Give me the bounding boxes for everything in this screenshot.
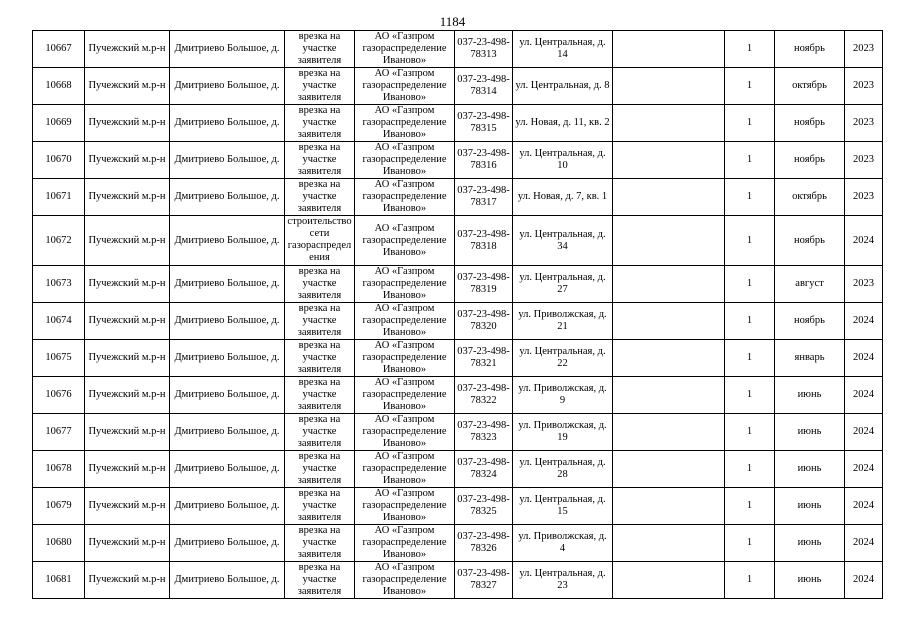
cell-year: 2023	[845, 68, 883, 105]
cell-empty	[613, 414, 725, 451]
cell-district: Пучежский м.р-н	[85, 562, 170, 599]
cell-organization: АО «Газпром газораспределение Иваново»	[355, 31, 455, 68]
cell-work-type: врезка на участке заявителя	[285, 179, 355, 216]
cell-address: ул. Центральная, д. 23	[513, 562, 613, 599]
cell-number: 10672	[33, 216, 85, 266]
page-number: 1184	[439, 14, 466, 29]
cell-number: 10668	[33, 68, 85, 105]
cell-code: 037-23-498-78326	[455, 525, 513, 562]
cell-district: Пучежский м.р-н	[85, 142, 170, 179]
cell-organization: АО «Газпром газораспределение Иваново»	[355, 68, 455, 105]
cell-count: 1	[725, 525, 775, 562]
cell-number: 10677	[33, 414, 85, 451]
cell-work-type: строительство сети газораспределения	[285, 216, 355, 266]
cell-year: 2024	[845, 216, 883, 266]
table-row	[33, 340, 883, 377]
cell-empty	[613, 562, 725, 599]
cell-empty	[613, 142, 725, 179]
table-row	[33, 488, 883, 525]
cell-organization: АО «Газпром газораспределение Иваново»	[355, 266, 455, 303]
cell-organization: АО «Газпром газораспределение Иваново»	[355, 451, 455, 488]
cell-count: 1	[725, 105, 775, 142]
cell-empty	[613, 451, 725, 488]
cell-locality: Дмитриево Большое, д.	[170, 179, 285, 216]
cell-empty	[613, 266, 725, 303]
cell-locality: Дмитриево Большое, д.	[170, 105, 285, 142]
table-row	[33, 451, 883, 488]
cell-address: ул. Центральная, д. 22	[513, 340, 613, 377]
cell-district: Пучежский м.р-н	[85, 525, 170, 562]
cell-address: ул. Центральная, д. 15	[513, 488, 613, 525]
cell-number: 10680	[33, 525, 85, 562]
table-row	[33, 303, 883, 340]
cell-work-type: врезка на участке заявителя	[285, 105, 355, 142]
cell-organization: АО «Газпром газораспределение Иваново»	[355, 525, 455, 562]
registry-body	[33, 31, 883, 599]
cell-district: Пучежский м.р-н	[85, 31, 170, 68]
cell-number: 10679	[33, 488, 85, 525]
cell-year: 2023	[845, 142, 883, 179]
cell-organization: АО «Газпром газораспределение Иваново»	[355, 488, 455, 525]
cell-number: 10674	[33, 303, 85, 340]
cell-address: ул. Центральная, д. 14	[513, 31, 613, 68]
cell-year: 2023	[845, 266, 883, 303]
cell-empty	[613, 68, 725, 105]
cell-year: 2024	[845, 414, 883, 451]
cell-year: 2023	[845, 31, 883, 68]
cell-code: 037-23-498-78322	[455, 377, 513, 414]
cell-year: 2024	[845, 525, 883, 562]
cell-month: ноябрь	[775, 303, 845, 340]
cell-locality: Дмитриево Большое, д.	[170, 216, 285, 266]
cell-organization: АО «Газпром газораспределение Иваново»	[355, 142, 455, 179]
table-row	[33, 31, 883, 68]
cell-empty	[613, 525, 725, 562]
cell-code: 037-23-498-78317	[455, 179, 513, 216]
cell-year: 2023	[845, 179, 883, 216]
cell-empty	[613, 105, 725, 142]
cell-address: ул. Приволжская, д. 21	[513, 303, 613, 340]
table-row	[33, 68, 883, 105]
cell-work-type: врезка на участке заявителя	[285, 68, 355, 105]
cell-district: Пучежский м.р-н	[85, 377, 170, 414]
cell-address: ул. Центральная, д. 28	[513, 451, 613, 488]
cell-empty	[613, 488, 725, 525]
cell-code: 037-23-498-78316	[455, 142, 513, 179]
cell-organization: АО «Газпром газораспределение Иваново»	[355, 105, 455, 142]
cell-empty	[613, 216, 725, 266]
cell-work-type: врезка на участке заявителя	[285, 31, 355, 68]
cell-locality: Дмитриево Большое, д.	[170, 525, 285, 562]
cell-number: 10670	[33, 142, 85, 179]
cell-count: 1	[725, 414, 775, 451]
cell-empty	[613, 179, 725, 216]
cell-code: 037-23-498-78315	[455, 105, 513, 142]
cell-month: июнь	[775, 525, 845, 562]
cell-count: 1	[725, 451, 775, 488]
cell-count: 1	[725, 303, 775, 340]
cell-locality: Дмитриево Большое, д.	[170, 414, 285, 451]
cell-year: 2024	[845, 451, 883, 488]
cell-locality: Дмитриево Большое, д.	[170, 340, 285, 377]
cell-work-type: врезка на участке заявителя	[285, 451, 355, 488]
table-row	[33, 377, 883, 414]
cell-organization: АО «Газпром газораспределение Иваново»	[355, 414, 455, 451]
cell-month: январь	[775, 340, 845, 377]
cell-work-type: врезка на участке заявителя	[285, 414, 355, 451]
cell-year: 2024	[845, 488, 883, 525]
table-row	[33, 414, 883, 451]
cell-month: июнь	[775, 488, 845, 525]
cell-code: 037-23-498-78314	[455, 68, 513, 105]
cell-locality: Дмитриево Большое, д.	[170, 377, 285, 414]
cell-work-type: врезка на участке заявителя	[285, 488, 355, 525]
cell-work-type: врезка на участке заявителя	[285, 266, 355, 303]
table-row	[33, 266, 883, 303]
cell-count: 1	[725, 488, 775, 525]
cell-number: 10675	[33, 340, 85, 377]
cell-count: 1	[725, 266, 775, 303]
cell-work-type: врезка на участке заявителя	[285, 525, 355, 562]
cell-locality: Дмитриево Большое, д.	[170, 68, 285, 105]
cell-work-type: врезка на участке заявителя	[285, 142, 355, 179]
cell-address: ул. Центральная, д. 8	[513, 68, 613, 105]
cell-work-type: врезка на участке заявителя	[285, 340, 355, 377]
cell-organization: АО «Газпром газораспределение Иваново»	[355, 179, 455, 216]
cell-address: ул. Центральная, д. 10	[513, 142, 613, 179]
cell-count: 1	[725, 68, 775, 105]
cell-address: ул. Новая, д. 7, кв. 1	[513, 179, 613, 216]
cell-month: июнь	[775, 451, 845, 488]
cell-empty	[613, 31, 725, 68]
cell-organization: АО «Газпром газораспределение Иваново»	[355, 377, 455, 414]
cell-code: 037-23-498-78321	[455, 340, 513, 377]
cell-address: ул. Приволжская, д. 4	[513, 525, 613, 562]
cell-work-type: врезка на участке заявителя	[285, 377, 355, 414]
cell-year: 2023	[845, 105, 883, 142]
cell-count: 1	[725, 179, 775, 216]
cell-organization: АО «Газпром газораспределение Иваново»	[355, 216, 455, 266]
cell-district: Пучежский м.р-н	[85, 216, 170, 266]
cell-code: 037-23-498-78325	[455, 488, 513, 525]
table-row	[33, 179, 883, 216]
cell-code: 037-23-498-78324	[455, 451, 513, 488]
cell-code: 037-23-498-78327	[455, 562, 513, 599]
cell-organization: АО «Газпром газораспределение Иваново»	[355, 562, 455, 599]
cell-year: 2024	[845, 303, 883, 340]
cell-district: Пучежский м.р-н	[85, 68, 170, 105]
cell-empty	[613, 340, 725, 377]
cell-count: 1	[725, 340, 775, 377]
table-row	[33, 216, 883, 266]
cell-number: 10678	[33, 451, 85, 488]
cell-number: 10669	[33, 105, 85, 142]
cell-code: 037-23-498-78320	[455, 303, 513, 340]
cell-empty	[613, 377, 725, 414]
cell-locality: Дмитриево Большое, д.	[170, 451, 285, 488]
cell-district: Пучежский м.р-н	[85, 303, 170, 340]
registry-table	[32, 30, 883, 599]
cell-address: ул. Центральная, д. 34	[513, 216, 613, 266]
cell-month: июнь	[775, 414, 845, 451]
cell-address: ул. Центральная, д. 27	[513, 266, 613, 303]
cell-month: октябрь	[775, 68, 845, 105]
cell-code: 037-23-498-78319	[455, 266, 513, 303]
cell-organization: АО «Газпром газораспределение Иваново»	[355, 303, 455, 340]
table-row	[33, 562, 883, 599]
cell-district: Пучежский м.р-н	[85, 179, 170, 216]
table-row	[33, 525, 883, 562]
cell-district: Пучежский м.р-н	[85, 340, 170, 377]
cell-count: 1	[725, 377, 775, 414]
cell-address: ул. Приволжская, д. 9	[513, 377, 613, 414]
cell-count: 1	[725, 31, 775, 68]
cell-count: 1	[725, 142, 775, 179]
cell-number: 10667	[33, 31, 85, 68]
cell-code: 037-23-498-78313	[455, 31, 513, 68]
cell-code: 037-23-498-78318	[455, 216, 513, 266]
cell-year: 2024	[845, 562, 883, 599]
cell-organization: АО «Газпром газораспределение Иваново»	[355, 340, 455, 377]
cell-address: ул. Новая, д. 11, кв. 2	[513, 105, 613, 142]
cell-locality: Дмитриево Большое, д.	[170, 31, 285, 68]
cell-locality: Дмитриево Большое, д.	[170, 142, 285, 179]
cell-district: Пучежский м.р-н	[85, 266, 170, 303]
cell-empty	[613, 303, 725, 340]
cell-count: 1	[725, 562, 775, 599]
table-row	[33, 105, 883, 142]
cell-district: Пучежский м.р-н	[85, 488, 170, 525]
cell-month: ноябрь	[775, 31, 845, 68]
cell-number: 10681	[33, 562, 85, 599]
cell-number: 10673	[33, 266, 85, 303]
cell-month: октябрь	[775, 179, 845, 216]
cell-number: 10676	[33, 377, 85, 414]
cell-district: Пучежский м.р-н	[85, 105, 170, 142]
cell-month: август	[775, 266, 845, 303]
cell-month: ноябрь	[775, 105, 845, 142]
cell-count: 1	[725, 216, 775, 266]
cell-locality: Дмитриево Большое, д.	[170, 303, 285, 340]
cell-month: ноябрь	[775, 142, 845, 179]
cell-work-type: врезка на участке заявителя	[285, 303, 355, 340]
cell-month: ноябрь	[775, 216, 845, 266]
cell-month: июнь	[775, 562, 845, 599]
cell-address: ул. Приволжская, д. 19	[513, 414, 613, 451]
cell-number: 10671	[33, 179, 85, 216]
cell-year: 2024	[845, 377, 883, 414]
cell-district: Пучежский м.р-н	[85, 414, 170, 451]
cell-work-type: врезка на участке заявителя	[285, 562, 355, 599]
cell-locality: Дмитриево Большое, д.	[170, 488, 285, 525]
cell-locality: Дмитриево Большое, д.	[170, 266, 285, 303]
cell-month: июнь	[775, 377, 845, 414]
table-row	[33, 142, 883, 179]
cell-locality: Дмитриево Большое, д.	[170, 562, 285, 599]
cell-year: 2024	[845, 340, 883, 377]
cell-code: 037-23-498-78323	[455, 414, 513, 451]
cell-district: Пучежский м.р-н	[85, 451, 170, 488]
